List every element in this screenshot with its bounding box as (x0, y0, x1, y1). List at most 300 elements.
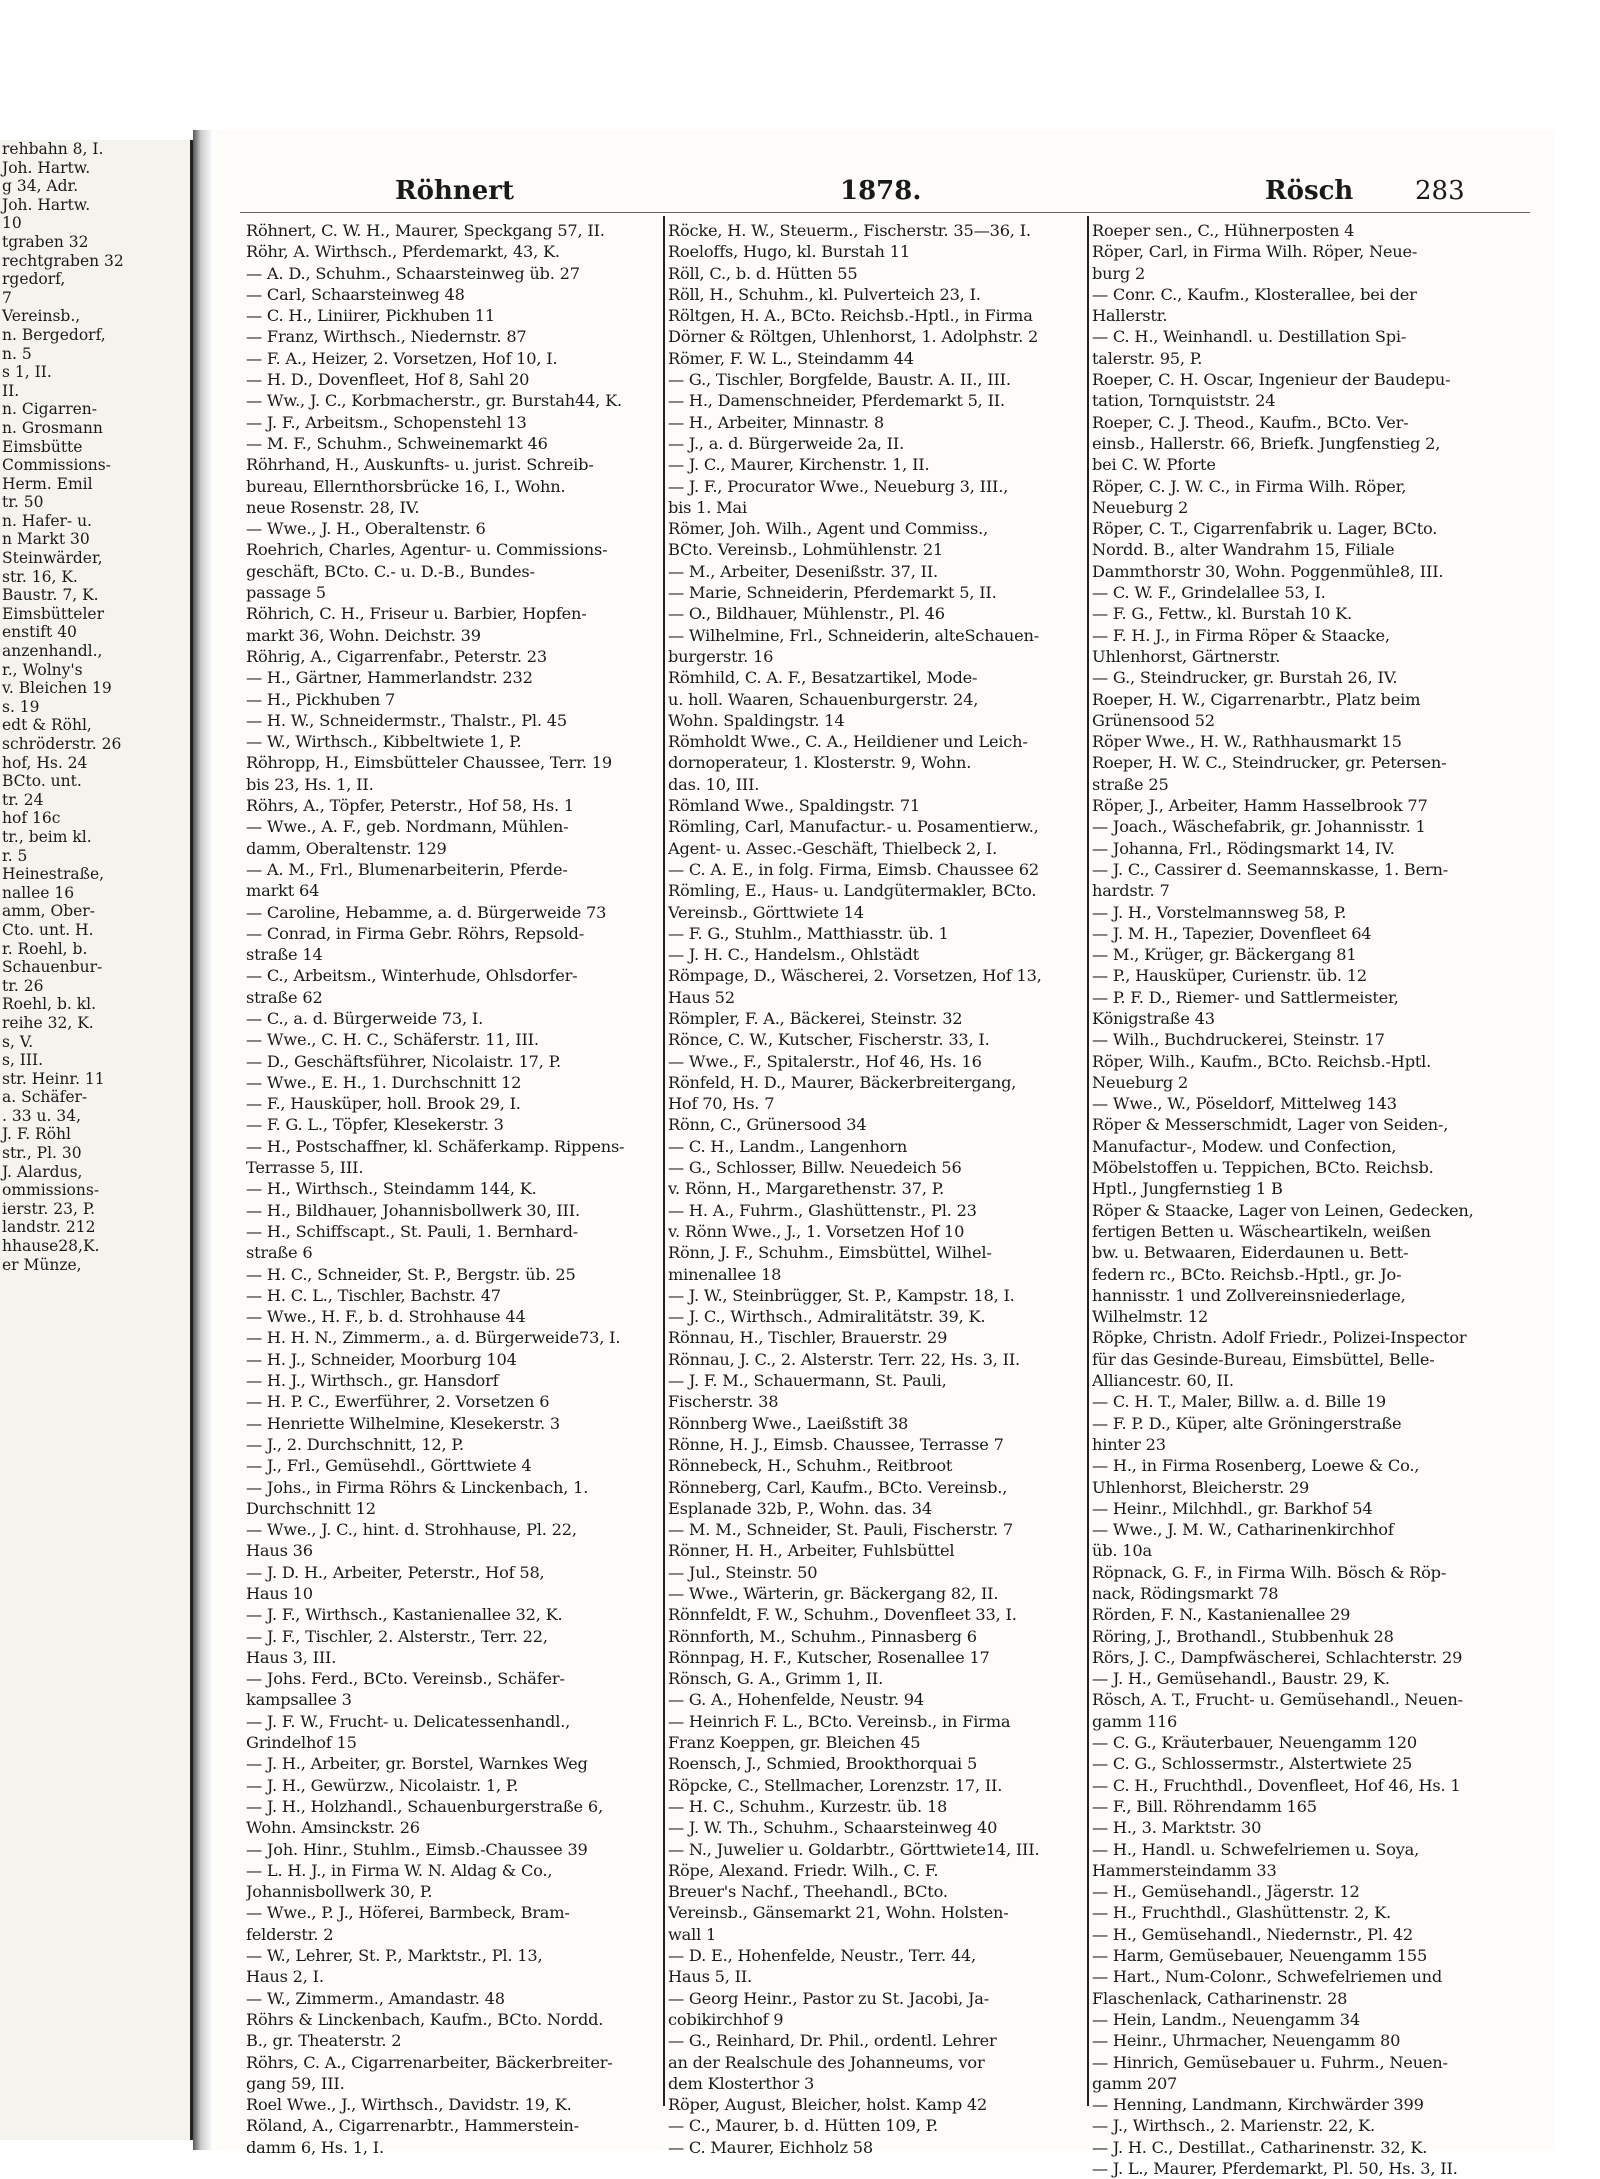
directory-entry-line: — J. F., Arbeitsm., Schopenstehl 13 (246, 412, 527, 432)
facing-page-line: str. 16, K. (2, 567, 78, 586)
header-rule (240, 212, 1530, 213)
directory-entry-line: Römpler, F. A., Bäckerei, Steinstr. 32 (668, 1008, 963, 1028)
directory-entry-line: — A. M., Frl., Blumenarbeiterin, Pferde- (246, 859, 568, 879)
directory-entry-line: Rönnfeldt, F. W., Schuhm., Dovenfleet 33, I. (668, 1605, 1017, 1625)
directory-entry-line: Röpke, Christn. Adolf Friedr., Polizei-Inspector (1092, 1328, 1467, 1348)
facing-page-line: J. Alardus, (2, 1162, 83, 1181)
directory-entry-line: Römhild, C. A. F., Besatzartikel, Mode- (668, 668, 978, 688)
header-first-entry: Röhnert (395, 176, 515, 206)
directory-entry-line: hannisstr. 1 und Zollvereinsniederlage, (1092, 1285, 1406, 1305)
directory-entry-line: Röland, A., Cigarrenarbtr., Hammerstein- (246, 2116, 579, 2136)
facing-page-line: r. Roehl, b. (2, 939, 88, 958)
directory-entry-line: Wilhelmstr. 12 (1092, 1307, 1209, 1327)
directory-entry-line: — J. F., Wirthsch., Kastanienallee 32, K. (246, 1605, 563, 1625)
directory-entry-line: — J. F., Tischler, 2. Alsterstr., Terr. 22, (246, 1626, 548, 1646)
directory-entry-line: Röpnack, G. F., in Firma Wilh. Bösch & Röp- (1092, 1562, 1447, 1582)
directory-entry-line: — O., Bildhauer, Mühlenstr., Pl. 46 (668, 604, 945, 624)
directory-entry-line: — Carl, Schaarsteinweg 48 (246, 284, 465, 304)
directory-entry-line: Franz Koeppen, gr. Bleichen 45 (668, 1733, 921, 1753)
directory-entry-line: — J. H., Vorstelmannsweg 58, P. (1092, 902, 1347, 922)
directory-entry-line: — H. P. C., Ewerführer, 2. Vorsetzen 6 (246, 1392, 550, 1412)
directory-entry-line: das. 10, III. (668, 774, 760, 794)
directory-entry-line: Wohn. Amsinckstr. 26 (246, 1818, 420, 1838)
directory-entry-line: — H., Fruchthdl., Glashüttenstr. 2, K. (1092, 1903, 1391, 1923)
directory-entry-line: Röhr, A. Wirthsch., Pferdemarkt, 43, K. (246, 242, 560, 262)
directory-entry-line: — J. F., Procurator Wwe., Neueburg 3, III., (668, 476, 1009, 496)
directory-entry-line: gamm 116 (1092, 1711, 1178, 1731)
directory-entry-line: — W., Zimmerm., Amandastr. 48 (246, 1988, 505, 2008)
directory-entry-line: — J. W. Th., Schuhm., Schaarsteinweg 40 (668, 1818, 998, 1838)
directory-entry-line: bis 1. Mai (668, 497, 747, 517)
directory-entry-line: Flaschenlack, Catharinenstr. 28 (1092, 1988, 1348, 2008)
directory-entry-line: Röhrich, C. H., Friseur u. Barbier, Hopfen- (246, 604, 587, 624)
directory-entry-line: — Joach., Wäschefabrik, gr. Johannisstr. 1 (1092, 817, 1426, 837)
directory-entry-line: — Wwe., A. F., geb. Nordmann, Mühlen- (246, 817, 569, 837)
directory-entry-line: Römer, Joh. Wilh., Agent und Commiss., (668, 519, 989, 539)
directory-entry-line: Röpcke, C., Stellmacher, Lorenzstr. 17, II. (668, 1775, 1003, 1795)
directory-entry-line: — Hart., Num-Colonr., Schwefelriemen und (1092, 1967, 1443, 1987)
facing-page-line: rechtgraben 32 (2, 251, 124, 270)
directory-entry-line: — C. H., Weinhandl. u. Destillation Spi- (1092, 327, 1407, 347)
directory-entry-line: straße 6 (246, 1243, 313, 1263)
facing-page-line: tr. 26 (2, 976, 44, 995)
directory-entry-line: Wohn. Spaldingstr. 14 (668, 710, 845, 730)
directory-entry-line: Röcke, H. W., Steuerm., Fischerstr. 35—36, I. (668, 221, 1031, 240)
facing-page-line: rgedorf, (2, 270, 66, 289)
directory-entry-line: — Johs., in Firma Röhrs & Linckenbach, 1. (246, 1477, 589, 1497)
facing-page-line: n. Cigarren- (2, 400, 98, 419)
facing-page-line: Eimsbütte (2, 437, 83, 456)
directory-entry-line: Vereinsb., Görttwiete 14 (668, 902, 864, 922)
directory-entry-line: Uhlenhorst, Gärtnerstr. (1092, 646, 1281, 666)
directory-entry-line: kampsallee 3 (246, 1690, 352, 1710)
directory-entry-line: cobikirchhof 9 (668, 2009, 784, 2029)
directory-entry-line: — Georg Heinr., Pastor zu St. Jacobi, Ja- (668, 1988, 989, 2008)
directory-entry-line: damm, Oberaltenstr. 129 (246, 838, 447, 858)
directory-entry-line: — J. C., Wirthsch., Admiralitätstr. 39, K. (668, 1307, 986, 1327)
directory-entry-line: burgerstr. 16 (668, 646, 774, 666)
directory-entry-line: markt 64 (246, 881, 320, 901)
directory-entry-line: hardstr. 7 (1092, 881, 1170, 901)
directory-entry-line: — N., Juwelier u. Goldarbtr., Görttwiete14, III. (668, 1839, 1040, 1859)
facing-page-line: Roehl, b. kl. (2, 995, 97, 1014)
directory-entry-line: Alliancestr. 60, II. (1092, 1371, 1234, 1391)
directory-entry-line: Römling, E., Haus- u. Landgütermakler, BCto. (668, 881, 1037, 901)
directory-entry-line: Königstraße 43 (1092, 1008, 1215, 1028)
directory-entry-line: — Heinrich F. L., BCto. Vereinsb., in Firma (668, 1711, 1011, 1731)
directory-entry-line: — H., Wirthsch., Steindamm 144, K. (246, 1179, 537, 1199)
directory-entry-line: — P. F. D., Riemer- und Sattlermeister, (1092, 987, 1399, 1007)
facing-page-line: Schauenbur- (2, 958, 103, 977)
facing-page-line: enstift 40 (2, 623, 77, 642)
directory-entry-line: — Wwe., J. C., hint. d. Strohhause, Pl. 22, (246, 1520, 577, 1540)
directory-entry-line: — Henriette Wilhelmine, Klesekerstr. 3 (246, 1413, 561, 1433)
directory-entry-line: Rönneberg, Carl, Kaufm., BCto. Vereinsb., (668, 1477, 1008, 1497)
facing-page-line: Herm. Emil (2, 474, 93, 493)
directory-entry-line: — G., Tischler, Borgfelde, Baustr. A. II., III. (668, 370, 1011, 390)
directory-entry-line: v. Rönn, H., Margarethenstr. 37, P. (668, 1179, 945, 1199)
directory-entry-line: — Wilh., Buchdruckerei, Steinstr. 17 (1092, 1030, 1385, 1050)
facing-page-line: s, V. (2, 1032, 34, 1051)
directory-entry-line: Rönce, C. W., Kutscher, Fischerstr. 33, I. (668, 1030, 990, 1050)
directory-entry-line: v. Rönn Wwe., J., 1. Vorsetzen Hof 10 (668, 1221, 965, 1241)
page-header (215, 176, 1545, 216)
directory-entry-line: Neueburg 2 (1092, 1072, 1189, 1092)
directory-entry-line: Rönfeld, H. D., Maurer, Bäckerbreitergang, (668, 1072, 1017, 1092)
directory-entry-line: — J. H. C., Handelsm., Ohlstädt (668, 945, 919, 965)
directory-entry-line: Röring, J., Brothandl., Stubbenhuk 28 (1092, 1626, 1394, 1646)
directory-entry-line: — J., 2. Durchschnitt, 12, P. (246, 1434, 464, 1454)
directory-entry-line: Röper, C. T., Cigarrenfabrik u. Lager, BCto. (1092, 519, 1438, 539)
facing-page-line: anzenhandl., (2, 642, 103, 661)
directory-entry-line: wall 1 (668, 1924, 717, 1944)
directory-entry-line: — W., Wirthsch., Kibbeltwiete 1, P. (246, 732, 522, 752)
directory-entry-line: — Jul., Steinstr. 50 (668, 1562, 818, 1582)
directory-entry-line: — J. D. H., Arbeiter, Peterstr., Hof 58, (246, 1562, 545, 1582)
facing-page-line: str. Heinr. 11 (2, 1069, 105, 1088)
facing-page-line: nallee 16 (2, 883, 75, 902)
directory-entry-line: bis 23, Hs. 1, II. (246, 774, 374, 794)
book-gutter (193, 130, 213, 2150)
facing-page-line: v. Bleichen 19 (2, 679, 112, 698)
directory-entry-line: — M. M., Schneider, St. Pauli, Fischerstr. 7 (668, 1520, 1014, 1540)
directory-entry-line: — Wwe., J. M. W., Catharinenkirchhof (1092, 1520, 1394, 1540)
directory-entry-line: — Heinr., Uhrmacher, Neuengamm 80 (1092, 2031, 1401, 2051)
directory-entry-line: — H., Schiffscapt., St. Pauli, 1. Bernhard- (246, 1221, 579, 1241)
directory-entry-line: Röper & Staacke, Lager von Leinen, Gedecken, (1092, 1200, 1474, 1220)
directory-entry-line: Neueburg 2 (1092, 497, 1189, 517)
directory-entry-line: Roehrich, Charles, Agentur- u. Commissions- (246, 540, 608, 560)
directory-entry-line: Röhropp, H., Eimsbütteler Chaussee, Terr. 19 (246, 753, 612, 773)
directory-entry-line: hinter 23 (1092, 1434, 1166, 1454)
facing-page-line: tr., beim kl. (2, 827, 92, 846)
directory-entry-line: geschäft, BCto. C.- u. D.-B., Bundes- (246, 561, 535, 581)
directory-entry-line: — Marie, Schneiderin, Pferdemarkt 5, II. (668, 583, 997, 603)
directory-entry-line: — Wwe., P. J., Höferei, Barmbeck, Bram- (246, 1903, 570, 1923)
directory-entry-line: Röper, J., Arbeiter, Hamm Hasselbrook 77 (1092, 796, 1428, 816)
directory-entry-line: — G., Steindrucker, gr. Burstah 26, IV. (1092, 668, 1398, 688)
directory-entry-line: Röhrs, C. A., Cigarrenarbeiter, Bäckerbreiter- (246, 2052, 613, 2072)
facing-page-line: J. F. Röhl (2, 1125, 72, 1144)
directory-entry-line: Rönnau, H., Tischler, Brauerstr. 29 (668, 1328, 948, 1348)
directory-entry-line: Hof 70, Hs. 7 (668, 1094, 775, 1114)
directory-entry-line: Durchschnitt 12 (246, 1498, 376, 1518)
directory-entry-line: neue Rosenstr. 28, IV. (246, 497, 420, 517)
directory-entry-line: — H. C., Schuhm., Kurzestr. üb. 18 (668, 1796, 948, 1816)
directory-entry-line: — A. D., Schuhm., Schaarsteinweg üb. 27 (246, 263, 580, 283)
directory-entry-line: — Johs. Ferd., BCto. Vereinsb., Schäfer- (246, 1669, 565, 1689)
directory-entry-line: — Hein, Landm., Neuengamm 34 (1092, 2009, 1360, 2029)
directory-entry-line: — F. G., Stuhlm., Matthiasstr. üb. 1 (668, 923, 949, 943)
directory-entry-line: tation, Tornquiststr. 24 (1092, 391, 1276, 411)
directory-entry-line: Rönn, C., Grünersood 34 (668, 1115, 867, 1135)
directory-entry-line: dem Klosterthor 3 (668, 2073, 815, 2093)
left-facing-page (0, 140, 193, 2140)
directory-entry-line: gang 59, III. (246, 2073, 345, 2093)
directory-entry-line: Röhrs & Linckenbach, Kaufm., BCto. Nordd. (246, 2009, 604, 2029)
directory-entry-line: — C. W. F., Grindelallee 53, I. (1092, 583, 1326, 603)
directory-entry-line: Rönnberg Wwe., Laeißstift 38 (668, 1413, 909, 1433)
facing-page-line: s. 19 (2, 697, 40, 716)
directory-entry-line: Röper Wwe., H. W., Rathhausmarkt 15 (1092, 732, 1402, 752)
directory-entry-line: — H., Gemüsehandl., Jägerstr. 12 (1092, 1882, 1360, 1902)
directory-entry-line: — H., Gemüsehandl., Niedernstr., Pl. 42 (1092, 1924, 1413, 1944)
facing-page-line: Cto. unt. H. (2, 920, 94, 939)
directory-entry-line: Hallerstr. (1092, 306, 1168, 326)
directory-entry-line: Röhrhand, H., Auskunfts- u. jurist. Schreib- (246, 455, 594, 475)
facing-page-line: Commissions- (2, 456, 111, 475)
directory-entry-line: — H. J., Wirthsch., gr. Hansdorf (246, 1371, 499, 1391)
directory-entry-line: an der Realschule des Johanneums, vor (668, 2052, 985, 2072)
directory-entry-line: Roeper, C. J. Theod., Kaufm., BCto. Ver- (1092, 412, 1409, 432)
facing-page-line: BCto. unt. (2, 772, 82, 791)
directory-entry-line: — J. L., Maurer, Pferdemarkt, Pl. 50, Hs. 3, II. (1092, 2159, 1458, 2179)
directory-entry-line: — H., 3. Marktstr. 30 (1092, 1818, 1262, 1838)
directory-entry-line: Römholdt Wwe., C. A., Heildiener und Leich- (668, 732, 1028, 752)
directory-entry-line: — F., Hausküper, holl. Brook 29, I. (246, 1094, 521, 1114)
directory-entry-line: — C., a. d. Bürgerweide 73, I. (246, 1008, 484, 1028)
directory-entry-line: Röltgen, H. A., BCto. Reichsb.-Hptl., in Firma (668, 306, 1033, 326)
directory-entry-line: — H. J., Schneider, Moorburg 104 (246, 1349, 517, 1369)
directory-entry-line: Grindelhof 15 (246, 1733, 357, 1753)
directory-entry-line: — Caroline, Hebamme, a. d. Bürgerweide 73 (246, 902, 607, 922)
directory-entry-line: — J., a. d. Bürgerweide 2a, II. (668, 433, 905, 453)
directory-entry-line: Röll, C., b. d. Hütten 55 (668, 263, 858, 283)
directory-entry-line: — Wwe., Wärterin, gr. Bäckergang 82, II. (668, 1584, 999, 1603)
facing-page-line: ierstr. 23, P. (2, 1199, 96, 1218)
facing-page-line: ommissions- (2, 1181, 100, 1200)
directory-entry-line: Römling, Carl, Manufactur.- u. Posamentierw., (668, 817, 1039, 837)
directory-entry-line: — Conr. C., Kaufm., Klosterallee, bei der (1092, 284, 1417, 304)
directory-entry-line: talerstr. 95, P. (1092, 348, 1203, 368)
directory-entry-line: — F. G., Fettw., kl. Burstah 10 K. (1092, 604, 1352, 624)
directory-entry-line: — C. G., Kräuterbauer, Neuengamm 120 (1092, 1733, 1417, 1753)
facing-page-line: r. 5 (2, 846, 28, 865)
directory-entry-line: üb. 10a (1092, 1541, 1152, 1561)
directory-entry-line: BCto. Vereinsb., Lohmühlenstr. 21 (668, 540, 944, 560)
directory-entry-line: — G., Reinhard, Dr. Phil., ordentl. Lehrer (668, 2031, 997, 2051)
directory-entry-line: — J. H., Gemüsehandl., Baustr. 29, K. (1092, 1669, 1390, 1689)
facing-page-line: n. Hafer- u. (2, 511, 92, 530)
directory-entry-line: Haus 5, II. (668, 1967, 752, 1987)
directory-entry-line: Breuer's Nachf., Theehandl., BCto. (668, 1882, 948, 1902)
facing-page-line: . 33 u. 34, (2, 1106, 81, 1125)
facing-page-line: schröderstr. 26 (2, 735, 122, 753)
directory-entry-line: Johannisbollwerk 30, P. (246, 1882, 433, 1902)
header-year: 1878. (840, 176, 922, 206)
facing-page-line: tr. 50 (2, 493, 44, 512)
directory-entry-line: Terrasse 5, III. (246, 1158, 364, 1178)
directory-entry-line: — M., Krüger, gr. Bäckergang 81 (1092, 945, 1357, 965)
directory-entry-line: Vereinsb., Gänsemarkt 21, Wohn. Holsten- (668, 1903, 1009, 1923)
directory-column-2 (668, 220, 1108, 2158)
facing-page-line: 10 (2, 214, 22, 233)
directory-entry-line: — H. D., Dovenfleet, Hof 8, Sahl 20 (246, 370, 530, 390)
facing-page-line: n Markt 30 (2, 530, 90, 549)
directory-entry-line: — J. H., Gewürzw., Nicolaistr. 1, P. (246, 1775, 519, 1795)
directory-entry-line: — Heinr., Milchhdl., gr. Barkhof 54 (1092, 1498, 1373, 1518)
directory-entry-line: Rörden, F. N., Kastanienallee 29 (1092, 1605, 1351, 1625)
directory-entry-line: burg 2 (1092, 263, 1146, 283)
directory-entry-line: markt 36, Wohn. Deichstr. 39 (246, 625, 481, 645)
directory-entry-line: — J. H., Arbeiter, gr. Borstel, Warnkes Weg (246, 1754, 588, 1774)
directory-entry-line: bureau, Ellernthorsbrücke 16, I., Wohn. (246, 476, 566, 496)
facing-page-line: a. Schäfer- (2, 1088, 88, 1107)
directory-entry-line: Rönn, J. F., Schuhm., Eimsbüttel, Wilhel- (668, 1243, 992, 1263)
directory-entry-line: Fischerstr. 38 (668, 1392, 779, 1412)
directory-entry-line: Grünensood 52 (1092, 710, 1215, 730)
directory-entry-line: damm 6, Hs. 1, I. (246, 2137, 384, 2157)
directory-entry-line: — Wwe., C. H. C., Schäferstr. 11, III. (246, 1030, 539, 1050)
facing-page-line: Vereinsb., (2, 307, 81, 326)
directory-entry-line: — F. P. D., Küper, alte Gröningerstraße (1092, 1413, 1402, 1433)
directory-entry-line: Manufactur-, Modew. und Confection, (1092, 1136, 1397, 1156)
directory-entry-line: — F. H. J., in Firma Röper & Staacke, (1092, 625, 1390, 645)
facing-page-line: g 34, Adr. (2, 177, 79, 196)
directory-entry-line: Haus 36 (246, 1541, 313, 1561)
directory-entry-line: — F. G. L., Töpfer, Klesekerstr. 3 (246, 1115, 504, 1135)
directory-entry-line: — Joh. Hinr., Stuhlm., Eimsb.-Chaussee 39 (246, 1839, 588, 1859)
directory-entry-line: — H. A., Fuhrm., Glashüttenstr., Pl. 23 (668, 1200, 977, 1220)
facing-page-line: r., Wolny's (2, 660, 83, 679)
directory-entry-line: — Conrad, in Firma Gebr. Röhrs, Repsold- (246, 923, 584, 943)
facing-page-line: tgraben 32 (2, 232, 89, 251)
header-last-entry: Rösch (1265, 176, 1354, 206)
directory-entry-line: Haus 3, III. (246, 1647, 337, 1667)
directory-entry-line: felderstr. 2 (246, 1924, 334, 1944)
facing-page-line: rehbahn 8, I. (2, 140, 104, 158)
directory-entry-line: Roeper, H. W., Cigarrenarbtr., Platz beim (1092, 689, 1421, 709)
directory-entry-line: — J. W., Steinbrügger, St. P., Kampstr. 18, I. (668, 1285, 1015, 1305)
directory-entry-line: — L. H. J., in Firma W. N. Aldag & Co., (246, 1860, 553, 1880)
directory-entry-line: straße 14 (246, 945, 323, 965)
directory-entry-line: — C. H. T., Maler, Billw. a. d. Bille 19 (1092, 1392, 1386, 1412)
directory-entry-line: — H., Arbeiter, Minnastr. 8 (668, 412, 884, 432)
directory-column-3 (1092, 220, 1527, 2179)
facing-page-line: Joh. Hartw. (2, 195, 91, 214)
directory-entry-line: dornoperateur, 1. Klosterstr. 9, Wohn. (668, 753, 972, 773)
facing-page-line: Eimsbütteler (2, 604, 104, 623)
directory-entry-line: Rösch, A. T., Frucht- u. Gemüsehandl., Neuen- (1092, 1690, 1463, 1710)
directory-entry-line: B., gr. Theaterstr. 2 (246, 2031, 402, 2051)
directory-entry-line: Rörs, J. C., Dampfwäscherei, Schlachterstr. 29 (1092, 1647, 1463, 1667)
directory-entry-line: — J. H. C., Destillat., Catharinenstr. 32, K. (1092, 2137, 1428, 2157)
directory-entry-line: nack, Rödingsmarkt 78 (1092, 1584, 1279, 1603)
directory-entry-line: — C., Maurer, b. d. Hütten 109, P. (668, 2116, 938, 2136)
directory-entry-line: Roensch, J., Schmied, Brookthorquai 5 (668, 1754, 978, 1774)
directory-entry-line: Röper, Wilh., Kaufm., BCto. Reichsb.-Hptl. (1092, 1051, 1432, 1071)
directory-entry-line: — M., Arbeiter, Desenißstr. 37, II. (668, 561, 938, 581)
directory-entry-line: — Henning, Landmann, Kirchwärder 399 (1092, 2095, 1424, 2115)
facing-page-line: s, III. (2, 1051, 44, 1070)
directory-entry-line: gamm 207 (1092, 2073, 1178, 2093)
facing-page-line: n. 5 (2, 344, 32, 363)
facing-page-line: reihe 32, K. (2, 1013, 94, 1032)
directory-entry-line: Hptl., Jungfernstieg 1 B (1092, 1179, 1283, 1199)
facing-page-line: s 1, II. (2, 363, 52, 382)
directory-entry-line: Römland Wwe., Spaldingstr. 71 (668, 796, 921, 816)
directory-entry-line: Dörner & Röltgen, Uhlenhorst, 1. Adolphstr. 2 (668, 327, 1039, 347)
directory-entry-line: — H., Bildhauer, Johannisbollwerk 30, III. (246, 1200, 580, 1220)
directory-column-1 (246, 220, 676, 2158)
directory-entry-line: Röper & Messerschmidt, Lager von Seiden-, (1092, 1115, 1449, 1135)
directory-entry-line: — Wilhelmine, Frl., Schneiderin, alteSchauen- (668, 625, 1040, 645)
directory-entry-line: Roeloffs, Hugo, kl. Burstah 11 (668, 242, 910, 262)
directory-entry-line: Haus 52 (668, 987, 735, 1007)
facing-page-line: str., Pl. 30 (2, 1144, 82, 1163)
directory-entry-line: — H., Gärtner, Hammerlandstr. 232 (246, 668, 533, 688)
facing-page-line: edt & Röhl, (2, 716, 92, 735)
facing-page-line: hof 16c (2, 809, 61, 828)
facing-page-line: amm, Ober- (2, 902, 95, 921)
facing-page-line: Steinwärder, (2, 549, 103, 568)
directory-entry-line: — C. H., Fruchthdl., Dovenfleet, Hof 46, Hs. 1 (1092, 1775, 1461, 1795)
directory-entry-line: — J. M. H., Tapezier, Dovenfleet 64 (1092, 923, 1372, 943)
directory-entry-line: — Harm, Gemüsebauer, Neuengamm 155 (1092, 1946, 1428, 1966)
directory-entry-line: — H., Damenschneider, Pferdemarkt 5, II. (668, 391, 1005, 411)
directory-entry-line: federn rc., BCto. Reichsb.-Hptl., gr. Jo- (1092, 1264, 1402, 1284)
directory-entry-line: — M. F., Schuhm., Schweinemarkt 46 (246, 433, 548, 453)
directory-entry-line: Rönsch, G. A., Grimm 1, II. (668, 1669, 884, 1689)
directory-entry-line: fertigen Betten u. Wäscheartikeln, weißen (1092, 1221, 1431, 1241)
directory-entry-line: — C. A. E., in folg. Firma, Eimsb. Chaussee 62 (668, 859, 1039, 879)
directory-entry-line: Roeper, H. W. C., Steindrucker, gr. Petersen- (1092, 753, 1447, 773)
directory-entry-line: Rönnpag, H. F., Kutscher, Rosenallee 17 (668, 1647, 990, 1667)
directory-entry-line: einsb., Hallerstr. 66, Briefk. Jungfenstieg 2, (1092, 433, 1441, 453)
directory-entry-line: — J. C., Cassirer d. Seemannskasse, 1. Bern- (1092, 859, 1449, 879)
directory-entry-line: Rönne, H. J., Eimsb. Chaussee, Terrasse 7 (668, 1434, 1004, 1454)
directory-entry-line: — D., Geschäftsführer, Nicolaistr. 17, P. (246, 1051, 562, 1071)
directory-entry-line: Haus 10 (246, 1584, 313, 1603)
directory-entry-line: Römpage, D., Wäscherei, 2. Vorsetzen, Hof 13, (668, 966, 1042, 986)
directory-entry-line: Römer, F. W. L., Steindamm 44 (668, 348, 914, 368)
directory-entry-line: Rönnforth, M., Schuhm., Pinnasberg 6 (668, 1626, 977, 1646)
directory-entry-line: — C., Arbeitsm., Winterhude, Ohlsdorfer- (246, 966, 578, 986)
directory-entry-line: — J., Frl., Gemüsehdl., Görttwiete 4 (246, 1456, 532, 1476)
directory-entry-line: — H., Postschaffner, kl. Schäferkamp. Rippens- (246, 1136, 625, 1156)
directory-entry-line: Röper, Carl, in Firma Wilh. Röper, Neue- (1092, 242, 1418, 262)
directory-entry-line: passage 5 (246, 583, 326, 603)
facing-page-line: n. Bergedorf, (2, 325, 106, 344)
directory-entry-line: — D. E., Hohenfelde, Neustr., Terr. 44, (668, 1946, 976, 1966)
facing-page-line: Heinestraße, (2, 865, 105, 884)
directory-entry-line: — Wwe., H. F., b. d. Strohhause 44 (246, 1307, 526, 1327)
directory-entry-line: Möbelstoffen u. Teppichen, BCto. Reichsb. (1092, 1158, 1434, 1178)
directory-entry-line: Agent- u. Assec.-Geschäft, Thielbeck 2, I. (668, 838, 998, 858)
directory-entry-line: — G. A., Hohenfelde, Neustr. 94 (668, 1690, 925, 1710)
directory-entry-line: — J., Wirthsch., 2. Marienstr. 22, K. (1092, 2116, 1375, 2136)
directory-entry-line: straße 62 (246, 987, 323, 1007)
facing-page-line: landstr. 212 (2, 1218, 96, 1237)
directory-entry-line: — F., Bill. Röhrendamm 165 (1092, 1796, 1317, 1816)
facing-page-line: Joh. Hartw. (2, 158, 91, 177)
directory-entry-line: — H., Handl. u. Schwefelriemen u. Soya, (1092, 1839, 1420, 1859)
directory-entry-line: Rönnebeck, H., Schuhm., Reitbroot (668, 1456, 953, 1476)
directory-entry-line: — Wwe., E. H., 1. Durchschnitt 12 (246, 1072, 522, 1092)
directory-entry-line: Roeper, C. H. Oscar, Ingenieur der Baudepu- (1092, 370, 1451, 390)
directory-entry-line: — H. C. L., Tischler, Bachstr. 47 (246, 1285, 501, 1305)
directory-entry-line: — J. F. W., Frucht- u. Delicatessenhandl., (246, 1711, 571, 1731)
directory-entry-line: — P., Hausküper, Curienstr. üb. 12 (1092, 966, 1367, 986)
directory-entry-line: — H., Pickhuben 7 (246, 689, 396, 709)
directory-entry-line: — W., Lehrer, St. P., Marktstr., Pl. 13, (246, 1946, 543, 1966)
directory-entry-line: — G., Schlosser, Billw. Neuedeich 56 (668, 1158, 962, 1178)
directory-entry-line: — Wwe., F., Spitalerstr., Hof 46, Hs. 16 (668, 1051, 982, 1071)
facing-page-line: hhause28,K. (2, 1237, 100, 1256)
facing-page-line: II. (2, 381, 20, 400)
directory-entry-line: — C. H., Landm., Langenhorn (668, 1136, 908, 1156)
directory-entry-line: Röper, August, Bleicher, holst. Kamp 42 (668, 2095, 988, 2115)
